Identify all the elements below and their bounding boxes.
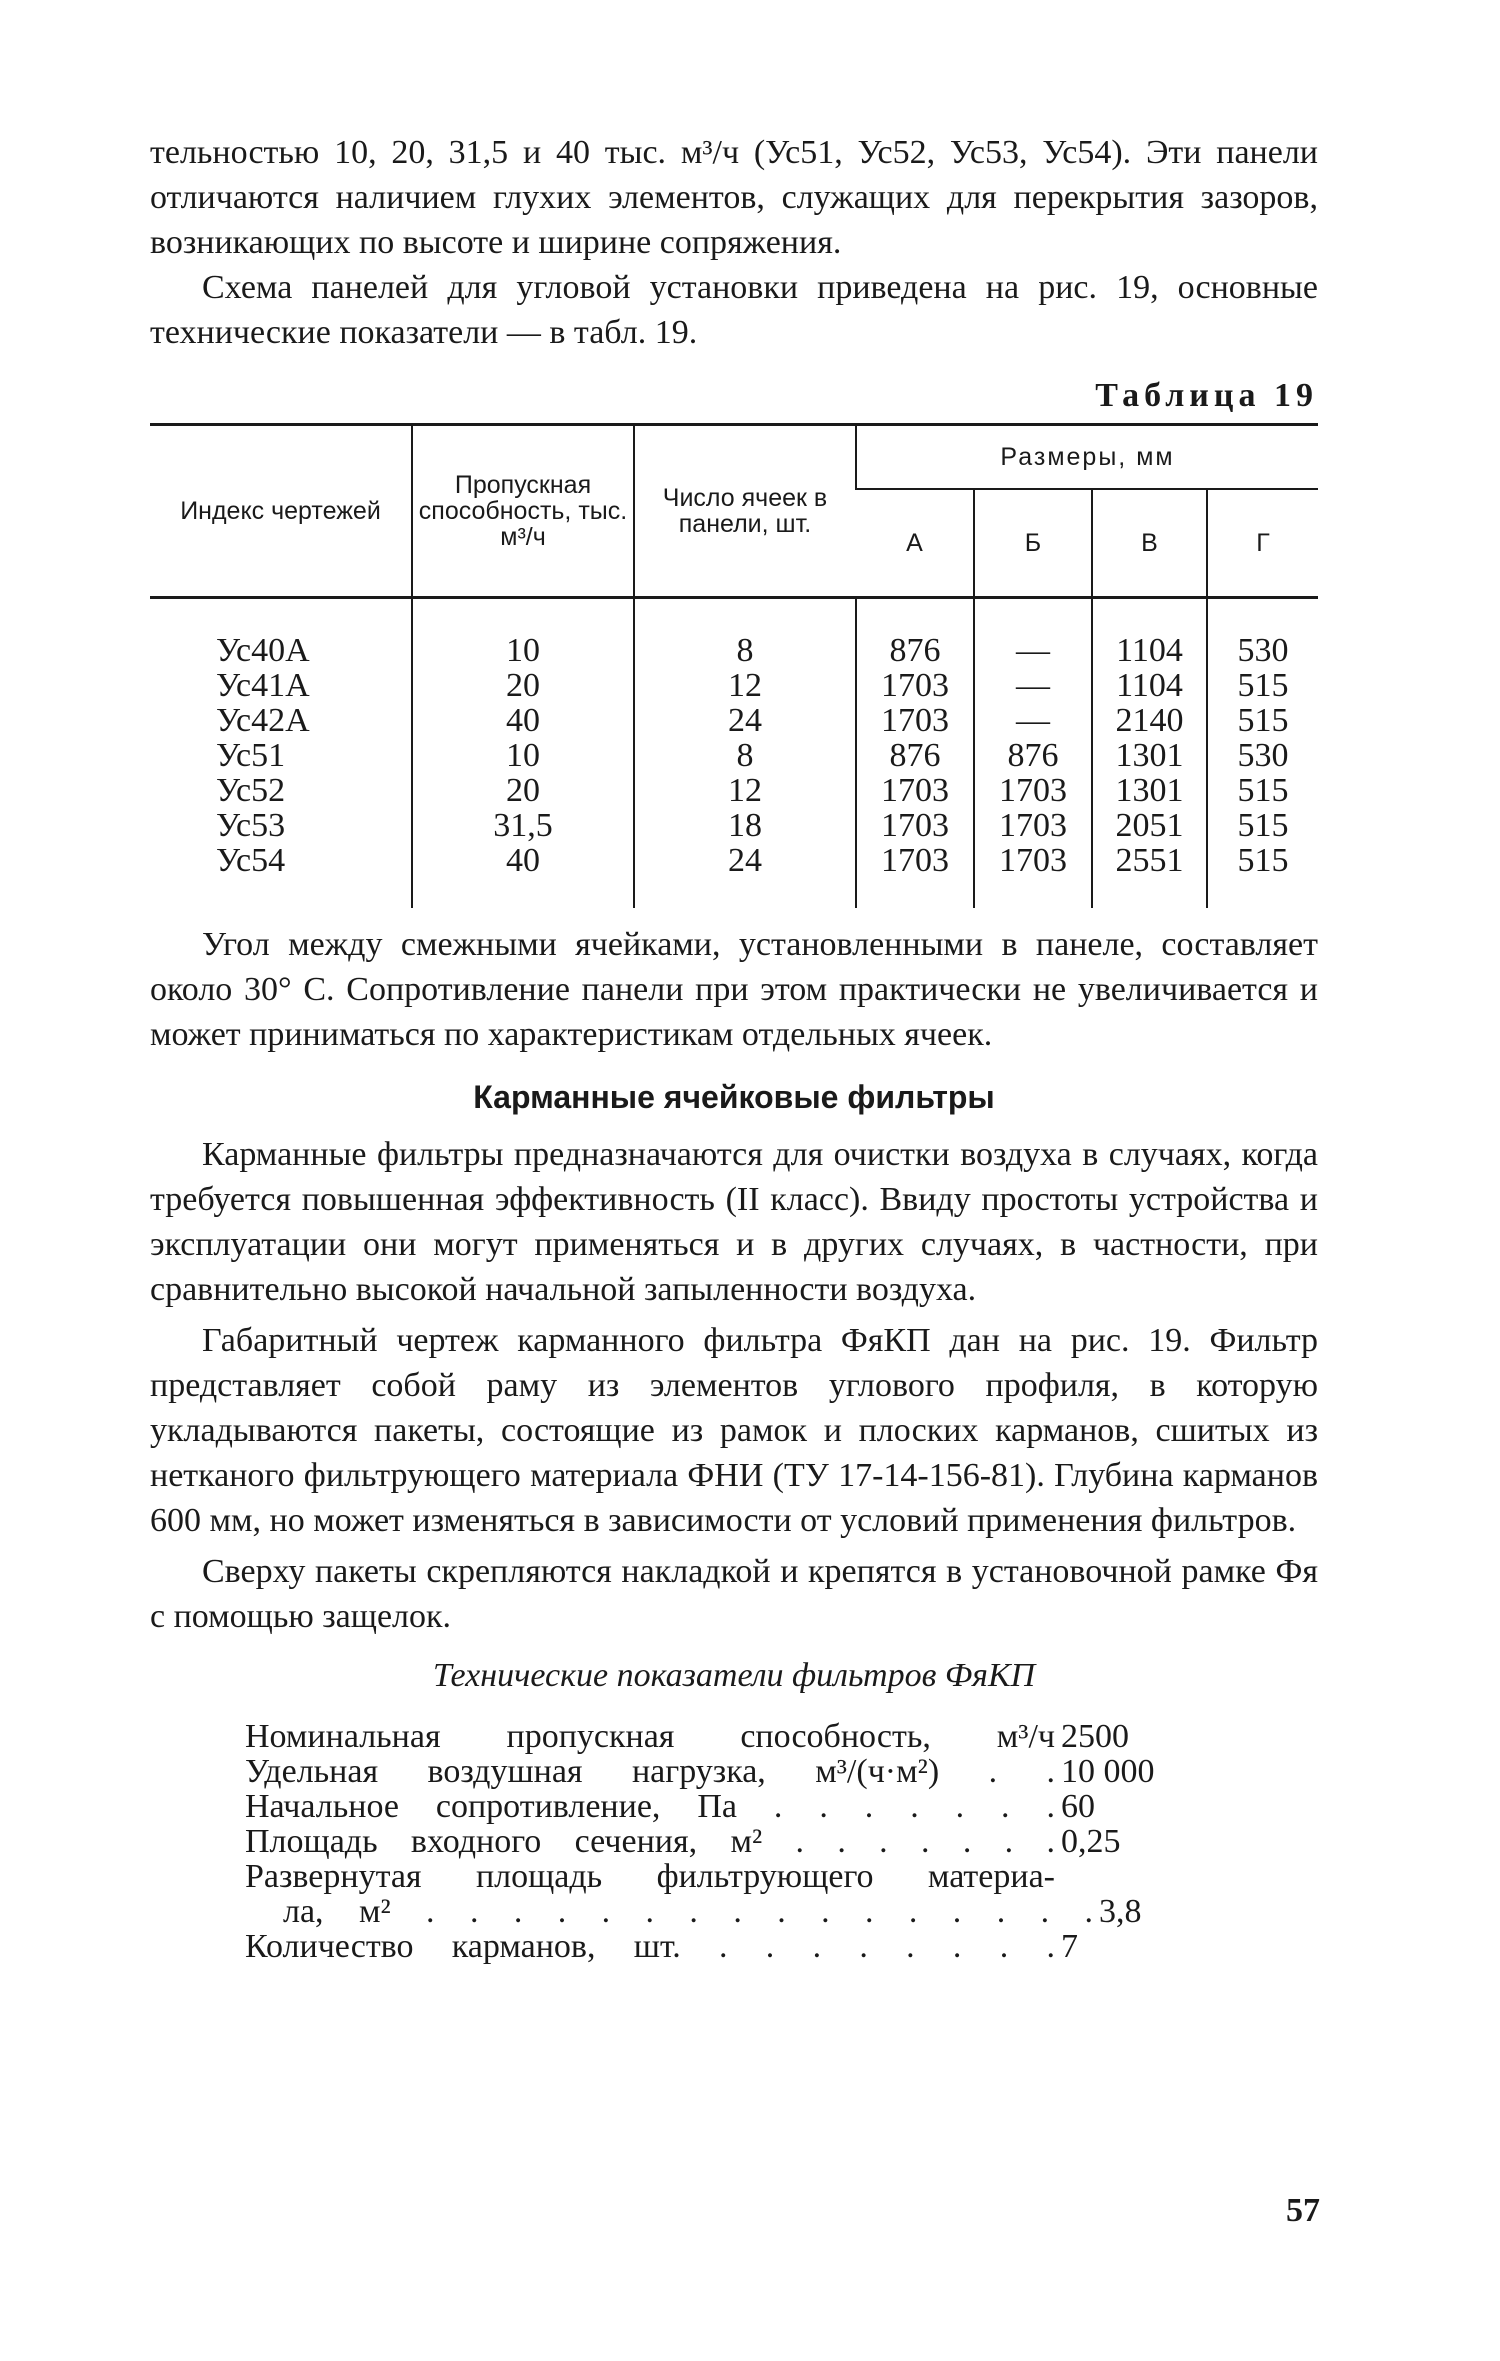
header-a: А <box>856 489 974 598</box>
cell-cells: 8 <box>634 598 856 669</box>
cell-g: 515 <box>1207 703 1318 738</box>
table-row <box>150 703 1318 738</box>
spec-value: 7 <box>1061 1928 1078 1965</box>
cell-index: Ус42А <box>216 702 310 739</box>
cell-cells: 12 <box>634 668 856 703</box>
cell-a: 1703 <box>856 843 974 908</box>
spec-label: Количество карманов, шт. . . . . . . . . <box>245 1928 1055 1965</box>
paragraph-continuation: тельностью 10, 20, 31,5 и 40 тыс. м³/ч (Ус51, Ус52, Ус53, Ус54). Эти панели отличаются наличием глухих элементов, служащих для перекрытия зазоров, возникающих по высоте и ширине сопряжения. <box>150 134 1318 261</box>
table-row <box>150 843 1318 908</box>
cell-v: 1301 <box>1092 738 1207 773</box>
cell-g: 515 <box>1207 843 1318 908</box>
specs-list <box>245 1719 1205 1964</box>
cell-v: 1104 <box>1092 668 1207 703</box>
spec-value: 2500 <box>1061 1718 1129 1755</box>
table-row <box>150 738 1318 773</box>
spec-value: 3,8 <box>1099 1893 1142 1930</box>
cell-a: 876 <box>856 598 974 669</box>
table-row <box>150 773 1318 808</box>
cell-a: 876 <box>856 738 974 773</box>
spec-value: 60 <box>1061 1788 1095 1825</box>
header-b: Б <box>974 489 1092 598</box>
cell-b: — <box>974 598 1092 669</box>
cell-capacity: 40 <box>412 703 634 738</box>
header-g: Г <box>1207 489 1318 598</box>
cell-capacity: 31,5 <box>412 808 634 843</box>
cell-cells: 18 <box>634 808 856 843</box>
header-cells: Число ячеек в панели, шт. <box>634 425 856 598</box>
cell-index: Ус53 <box>216 807 286 844</box>
spec-value: 0,25 <box>1061 1823 1121 1860</box>
cell-v: 1104 <box>1092 598 1207 669</box>
section-title: Карманные ячейковые фильтры <box>473 1079 995 1115</box>
spec-row <box>245 1894 1205 1929</box>
cell-index: Ус41А <box>216 667 310 704</box>
table-19 <box>150 423 1318 908</box>
cell-g: 530 <box>1207 738 1318 773</box>
spec-label: Начальное сопротивление, Па . . . . . . . <box>245 1788 1055 1825</box>
table-row <box>150 598 1318 669</box>
cell-index: Ус52 <box>216 772 286 809</box>
header-v: В <box>1092 489 1207 598</box>
cell-a: 1703 <box>856 773 974 808</box>
header-capacity: Пропускная способность, тыс. м³/ч <box>412 425 634 598</box>
cell-b: 876 <box>974 738 1092 773</box>
page-number: 57 <box>1286 2192 1320 2229</box>
spec-label: ла, м² . . . . . . . . . . . . . . . . <box>283 1893 1093 1930</box>
table-row <box>150 808 1318 843</box>
table-caption: Таблица 19 <box>1095 377 1318 414</box>
cell-capacity: 10 <box>412 738 634 773</box>
cell-b: 1703 <box>974 773 1092 808</box>
spec-label: Развернутая площадь фильтрующего материа- <box>245 1858 1055 1895</box>
spec-row <box>245 1789 1205 1824</box>
cell-capacity: 10 <box>412 598 634 669</box>
spec-row <box>245 1719 1205 1754</box>
cell-v: 1301 <box>1092 773 1207 808</box>
cell-b: 1703 <box>974 808 1092 843</box>
paragraph-angle: Угол между смежными ячейками, установленными в панеле, составляет около 30° С. Сопротивление панели при этом практически не увеличивается и может приниматься по характеристикам отдельных ячеек. <box>150 926 1318 1053</box>
cell-a: 1703 <box>856 668 974 703</box>
cell-b: — <box>974 703 1092 738</box>
paragraph-drawing: Габаритный чертеж карманного фильтра ФяКП дан на рис. 19. Фильтр представляет собой раму из элементов углового профиля, в которую укладываются пакеты, состоящие из рамок и плоских карманов, сшитых из нетканого фильтрующего материала ФНИ (ТУ 17-14-156-81). Глубина карманов 600 мм, но может изменяться в зависимости от условий применения фильтров. <box>150 1322 1318 1539</box>
cell-v: 2051 <box>1092 808 1207 843</box>
specs-title: Технические показатели фильтров ФяКП <box>432 1657 1036 1694</box>
spec-label: Площадь входного сечения, м² . . . . . . . <box>245 1823 1055 1860</box>
spec-row <box>245 1754 1205 1789</box>
spec-row <box>245 1824 1205 1859</box>
paragraph-scheme: Схема панелей для угловой установки приведена на рис. 19, основные технические показатели — в табл. 19. <box>150 269 1318 351</box>
cell-g: 515 <box>1207 668 1318 703</box>
cell-capacity: 20 <box>412 773 634 808</box>
cell-index: Ус51 <box>216 737 286 774</box>
cell-g: 530 <box>1207 598 1318 669</box>
cell-a: 1703 <box>856 703 974 738</box>
spec-row <box>245 1859 1205 1894</box>
header-index: Индекс чертежей <box>150 425 412 598</box>
cell-g: 515 <box>1207 808 1318 843</box>
table-row <box>150 668 1318 703</box>
cell-capacity: 20 <box>412 668 634 703</box>
paragraph-pocket-filters: Карманные фильтры предназначаются для очистки воздуха в случаях, когда требуется повышенная эффективность (II класс). Ввиду простоты устройства и эксплуатации они могут применяться и в других случаях, в частности, при сравнительно высокой начальной запыленности воздуха. <box>150 1136 1318 1308</box>
cell-cells: 12 <box>634 773 856 808</box>
spec-label: Номинальная пропускная способность, м³/ч <box>245 1718 1055 1755</box>
cell-cells: 24 <box>634 843 856 908</box>
cell-capacity: 40 <box>412 843 634 908</box>
cell-index: Ус40А <box>216 632 310 669</box>
cell-b: 1703 <box>974 843 1092 908</box>
cell-b: — <box>974 668 1092 703</box>
cell-v: 2140 <box>1092 703 1207 738</box>
cell-g: 515 <box>1207 773 1318 808</box>
spec-value: 10 000 <box>1061 1753 1155 1790</box>
cell-index: Ус54 <box>216 842 286 879</box>
spec-row <box>245 1929 1205 1964</box>
cell-v: 2551 <box>1092 843 1207 908</box>
header-sizes: Размеры, мм <box>856 425 1318 490</box>
cell-cells: 24 <box>634 703 856 738</box>
book-page <box>150 130 1318 1964</box>
cell-a: 1703 <box>856 808 974 843</box>
spec-label: Удельная воздушная нагрузка, м³/(ч·м²) . . <box>245 1753 1055 1790</box>
paragraph-fastening: Сверху пакеты скрепляются накладкой и крепятся в установочной рамке Фя с помощью защелок. <box>150 1553 1318 1635</box>
cell-cells: 8 <box>634 738 856 773</box>
spec-value <box>1055 1859 1205 1894</box>
